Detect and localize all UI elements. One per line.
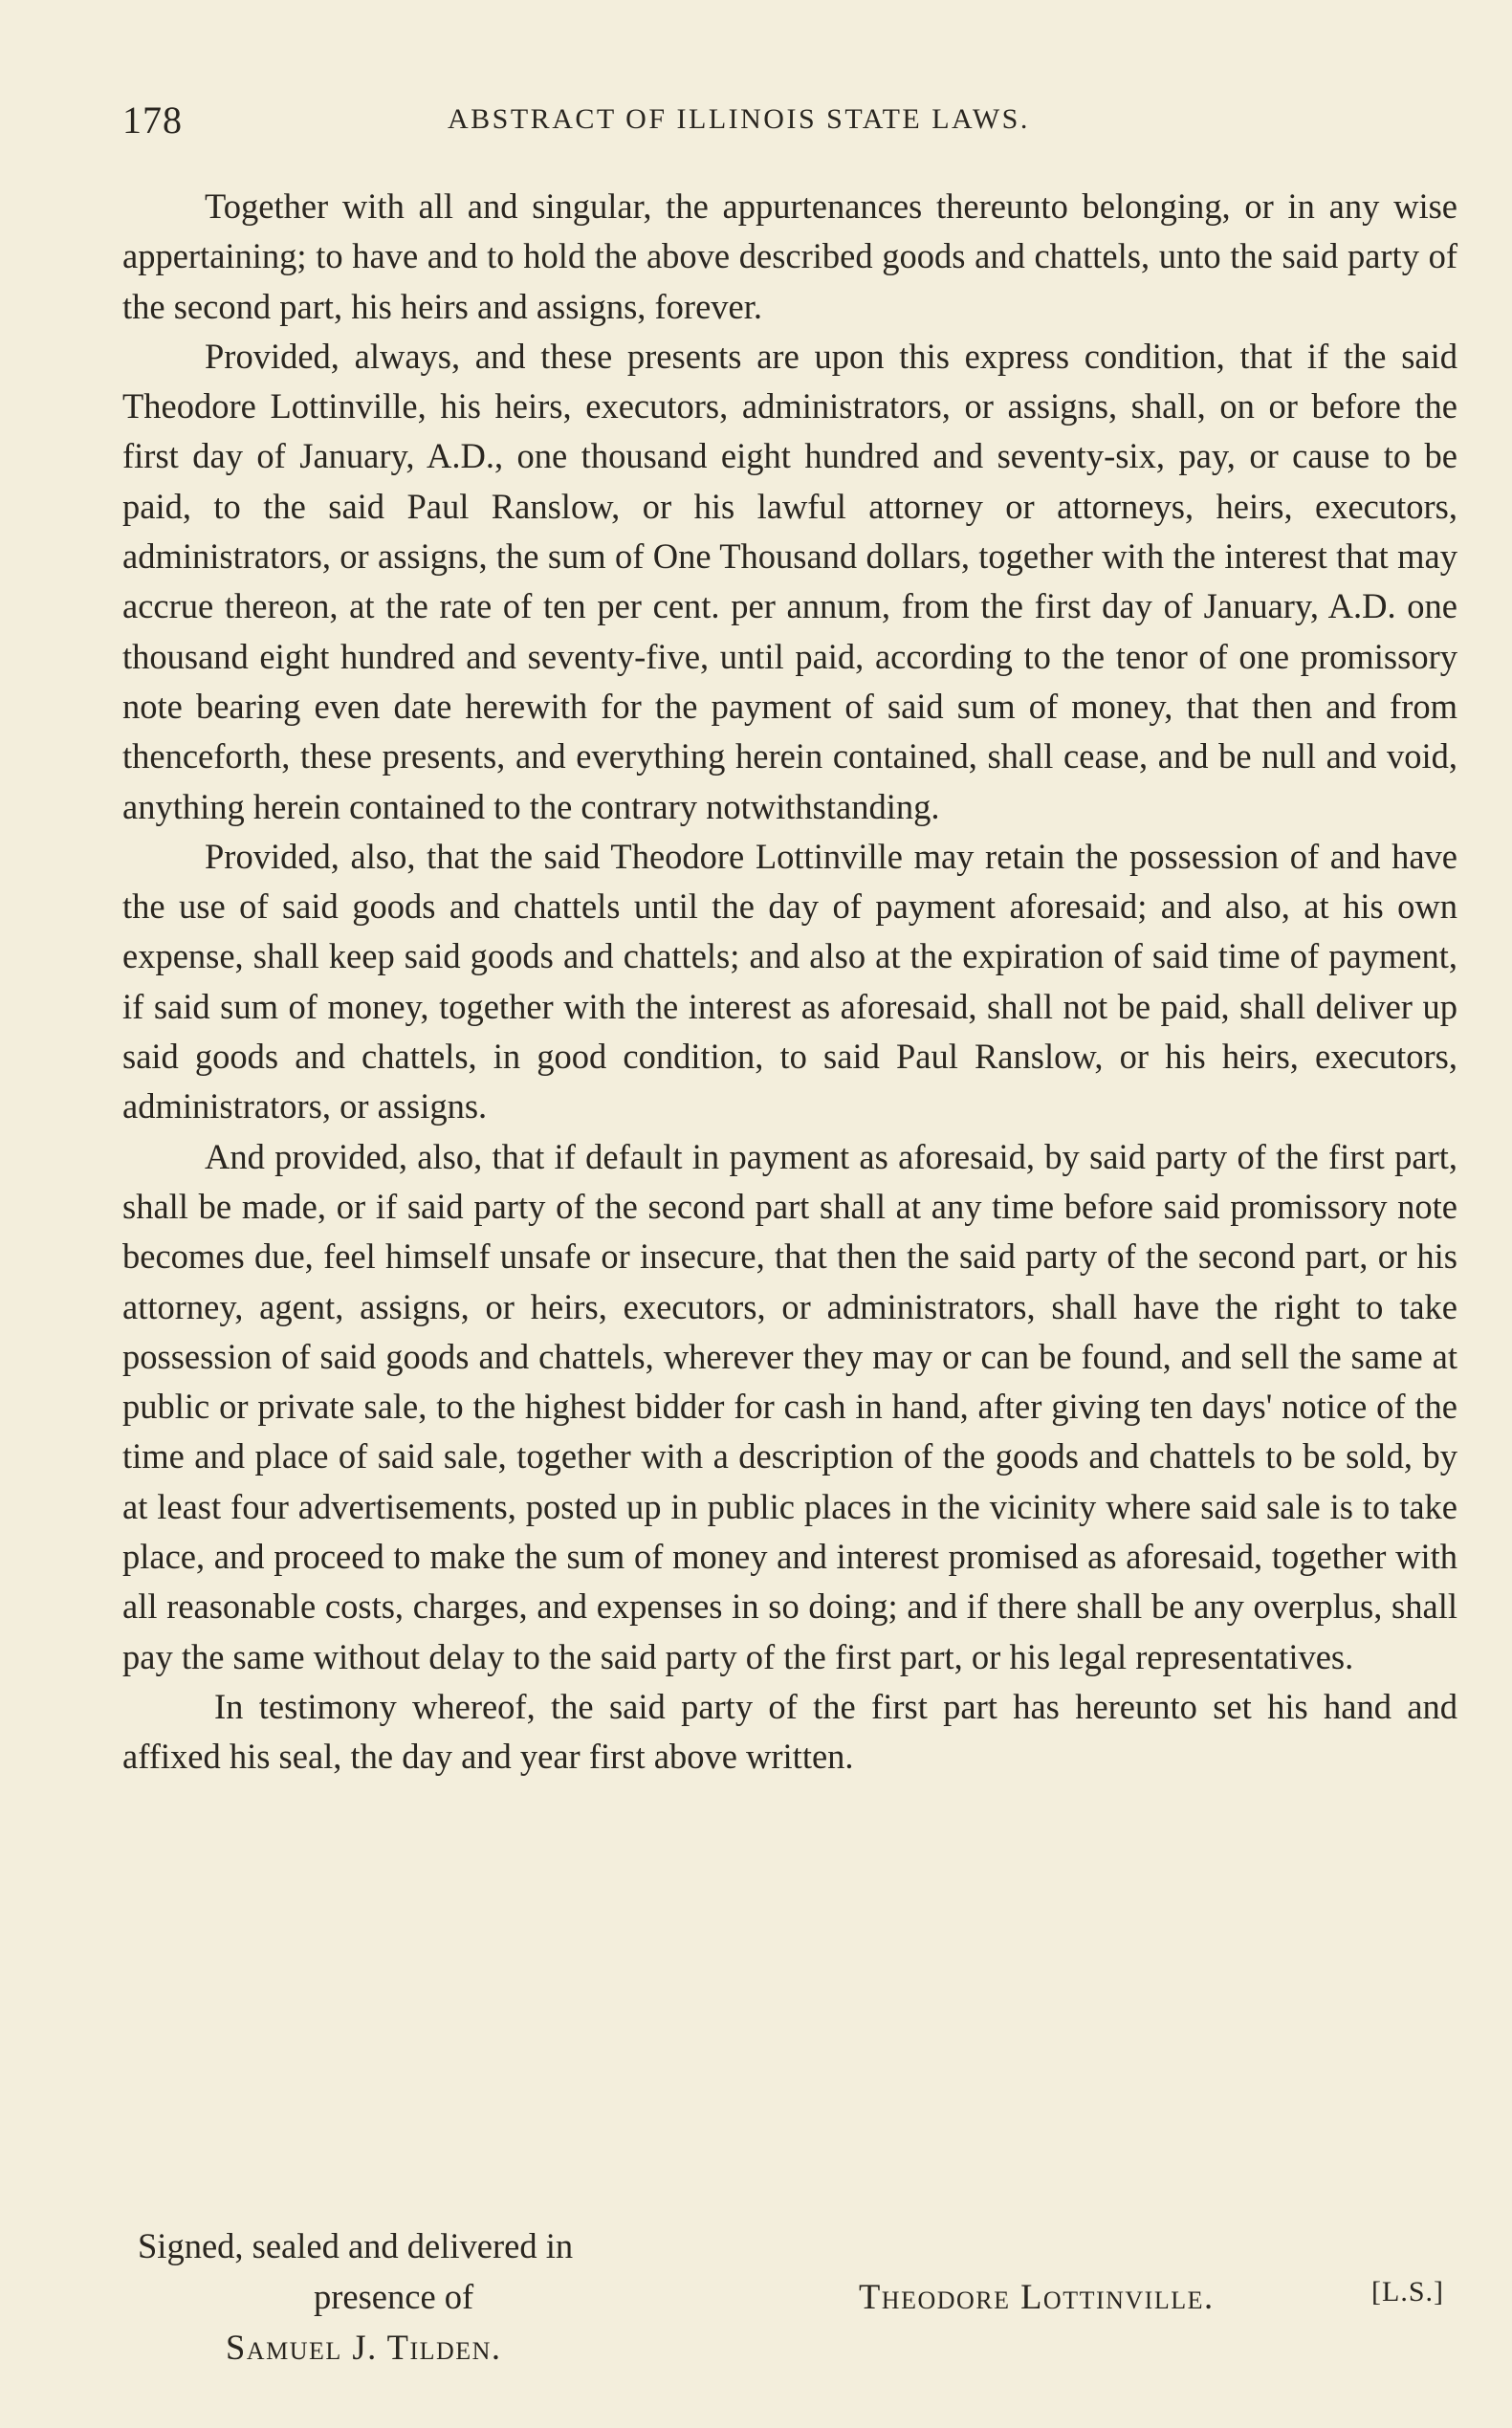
signed-line: Signed, sealed and delivered in [138, 2226, 574, 2265]
paragraph-provided-always: Provided, always, and these presents are upon this express condition, that if the said Theodore Lottinville, his heirs, executors, administrators, or assigns, shall, on or before the first day of January, A.D., one thousand eight hundred and seventy-six, pay, or cause to be paid, to the said Paul Ranslow, or his lawful attorney or attorneys, heirs, executors, administrators, or assigns, the sum of One Thousand dollars, together with the interest that may accrue thereon, at the rate of ten per cent. per annum, from the first day of January, A.D. one thousand eight hundred and seventy-five, until paid, according to the tenor of one promissory note bearing even date herewith for the payment of said sum of money, that then and from thenceforth, these presents, and everything herein contained, shall cease, and be null and void, anything herein contained to the contrary notwithstanding. [122, 336, 1457, 826]
seal-mark: [L.S.] [1371, 2276, 1444, 2308]
paragraph-provided-also: Provided, also, that the said Theodore Lottinville may retain the possession of and have the use of said goods and chattels until the day of payment aforesaid; and also, at his own expense, shall keep said goods and chattels; and also at the expiration of said time of payment, if said sum of money, together with the interest as aforesaid, shall not be paid, shall deliver up said goods and chattels, in good condition, to said Paul Ranslow, or his heirs, executors, administrators, or assigns. [122, 836, 1457, 1127]
witness-name: Samuel J. Tilden. [226, 2328, 502, 2367]
body-text [122, 182, 1457, 1783]
paragraph-appurtenances: Together with all and singular, the appurtenances thereunto belonging, or in any wise appertaining; to have and to hold the above described goods and chattels, unto the said party of the second part, his heirs and assigns, forever. [122, 186, 1457, 326]
running-head: ABSTRACT OF ILLINOIS STATE LAWS. [448, 103, 1030, 135]
page-header [122, 98, 1461, 147]
paragraph-testimony: In testimony whereof, the said party of the first part has hereunto set his hand and affixed his seal, the day and year first above written. [122, 1686, 1457, 1777]
paragraph-and-provided: And provided, also, that if default in payment as aforesaid, by said party of the first part, shall be made, or if said party of the second part shall at any time before said promissory note becomes due, feel himself unsafe or insecure, that then the said party of the second part, or his attorney, agent, assigns, or heirs, executors, or administrators, shall have the right to take possession of said goods and chattels, wherever they may or can be found, and sell the same at public or private sale, to the highest bidder for cash in hand, after giving ten days' notice of the time and place of said sale, together with a description of the goods and chattels to be sold, by at least four advertisements, posted up in public places in the vicinity where said sale is to take place, and proceed to make the sum of money and interest promised as aforesaid, together with all reasonable costs, charges, and expenses in so doing; and if there shall be any overplus, shall pay the same without delay to the said party of the first part, or his legal representatives. [122, 1136, 1457, 1676]
presence-line: presence of [314, 2277, 474, 2316]
signer-name: Theodore Lottinville. [859, 2277, 1215, 2316]
page-number: 178 [122, 98, 183, 142]
